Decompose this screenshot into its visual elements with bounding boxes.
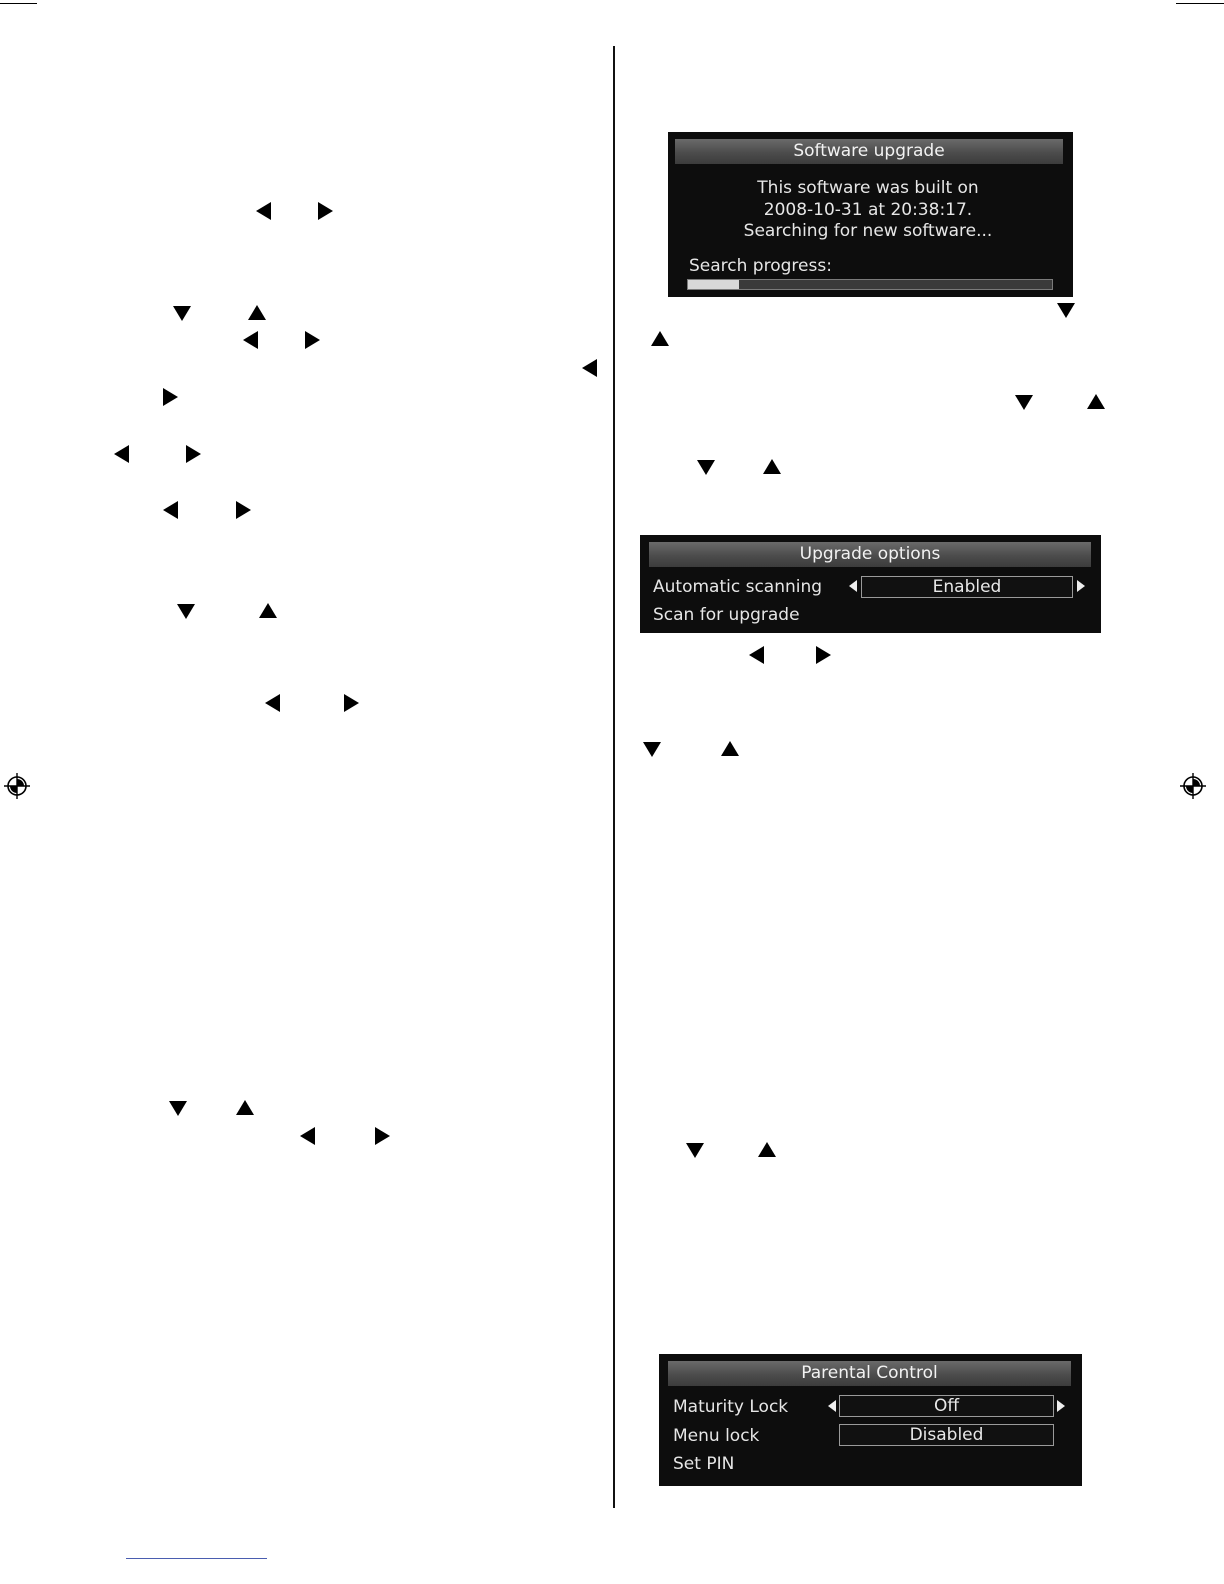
panel-title: Upgrade options	[649, 542, 1091, 567]
up-arrow-icon	[248, 305, 266, 320]
down-arrow-icon	[1057, 303, 1075, 318]
registration-mark-icon	[1179, 772, 1207, 800]
left-arrow-icon	[265, 694, 280, 712]
scan-for-upgrade-item[interactable]: Scan for upgrade	[653, 605, 800, 625]
software-upgrade-panel	[668, 132, 1073, 297]
down-arrow-icon	[177, 604, 195, 619]
crop-mark-top-right	[1176, 3, 1224, 4]
search-progress-bar	[687, 279, 1053, 290]
up-arrow-icon	[758, 1142, 776, 1157]
crop-mark-top-left	[0, 3, 37, 4]
left-arrow-icon	[582, 359, 597, 377]
set-pin-item[interactable]: Set PIN	[673, 1454, 735, 1474]
option-right-icon[interactable]	[1057, 1400, 1065, 1412]
maturity-lock-label: Maturity Lock	[673, 1397, 789, 1417]
search-progress-label: Search progress:	[689, 256, 832, 276]
upgrade-options-panel	[640, 535, 1101, 633]
build-info-line: This software was built on	[757, 178, 979, 198]
column-divider	[613, 46, 615, 1508]
menu-lock-value[interactable]: Disabled	[839, 1424, 1054, 1446]
left-arrow-icon	[256, 202, 271, 220]
up-arrow-icon	[651, 331, 669, 346]
right-arrow-icon	[375, 1127, 390, 1145]
up-arrow-icon	[721, 741, 739, 756]
automatic-scanning-value[interactable]: Enabled	[861, 576, 1073, 598]
down-arrow-icon	[686, 1143, 704, 1158]
right-arrow-icon	[163, 388, 178, 406]
down-arrow-icon	[697, 460, 715, 475]
left-arrow-icon	[749, 646, 764, 664]
down-arrow-icon	[1015, 395, 1033, 410]
option-right-icon[interactable]	[1077, 580, 1085, 592]
panel-title: Software upgrade	[675, 139, 1063, 164]
right-arrow-icon	[305, 331, 320, 349]
right-arrow-icon	[186, 445, 201, 463]
right-arrow-icon	[344, 694, 359, 712]
left-arrow-icon	[300, 1127, 315, 1145]
panel-title: Parental Control	[668, 1361, 1071, 1386]
down-arrow-icon	[169, 1101, 187, 1116]
search-status-line: Searching for new software...	[743, 221, 993, 241]
menu-lock-label: Menu lock	[673, 1426, 760, 1446]
left-arrow-icon	[243, 331, 258, 349]
option-left-icon[interactable]	[849, 580, 857, 592]
up-arrow-icon	[1087, 394, 1105, 409]
up-arrow-icon	[763, 459, 781, 474]
automatic-scanning-label: Automatic scanning	[653, 577, 823, 597]
down-arrow-icon	[643, 742, 661, 757]
right-arrow-icon	[816, 646, 831, 664]
right-arrow-icon	[318, 202, 333, 220]
right-arrow-icon	[236, 501, 251, 519]
maturity-lock-value[interactable]: Off	[839, 1395, 1054, 1417]
parental-control-panel	[659, 1354, 1082, 1486]
footer-rule	[126, 1558, 267, 1559]
up-arrow-icon	[259, 603, 277, 618]
up-arrow-icon	[236, 1100, 254, 1115]
registration-mark-icon	[3, 772, 31, 800]
option-left-icon[interactable]	[828, 1400, 836, 1412]
left-arrow-icon	[114, 445, 129, 463]
left-arrow-icon	[163, 501, 178, 519]
down-arrow-icon	[173, 306, 191, 321]
build-date-line: 2008-10-31 at 20:38:17.	[763, 200, 973, 220]
search-progress-fill	[688, 280, 739, 289]
